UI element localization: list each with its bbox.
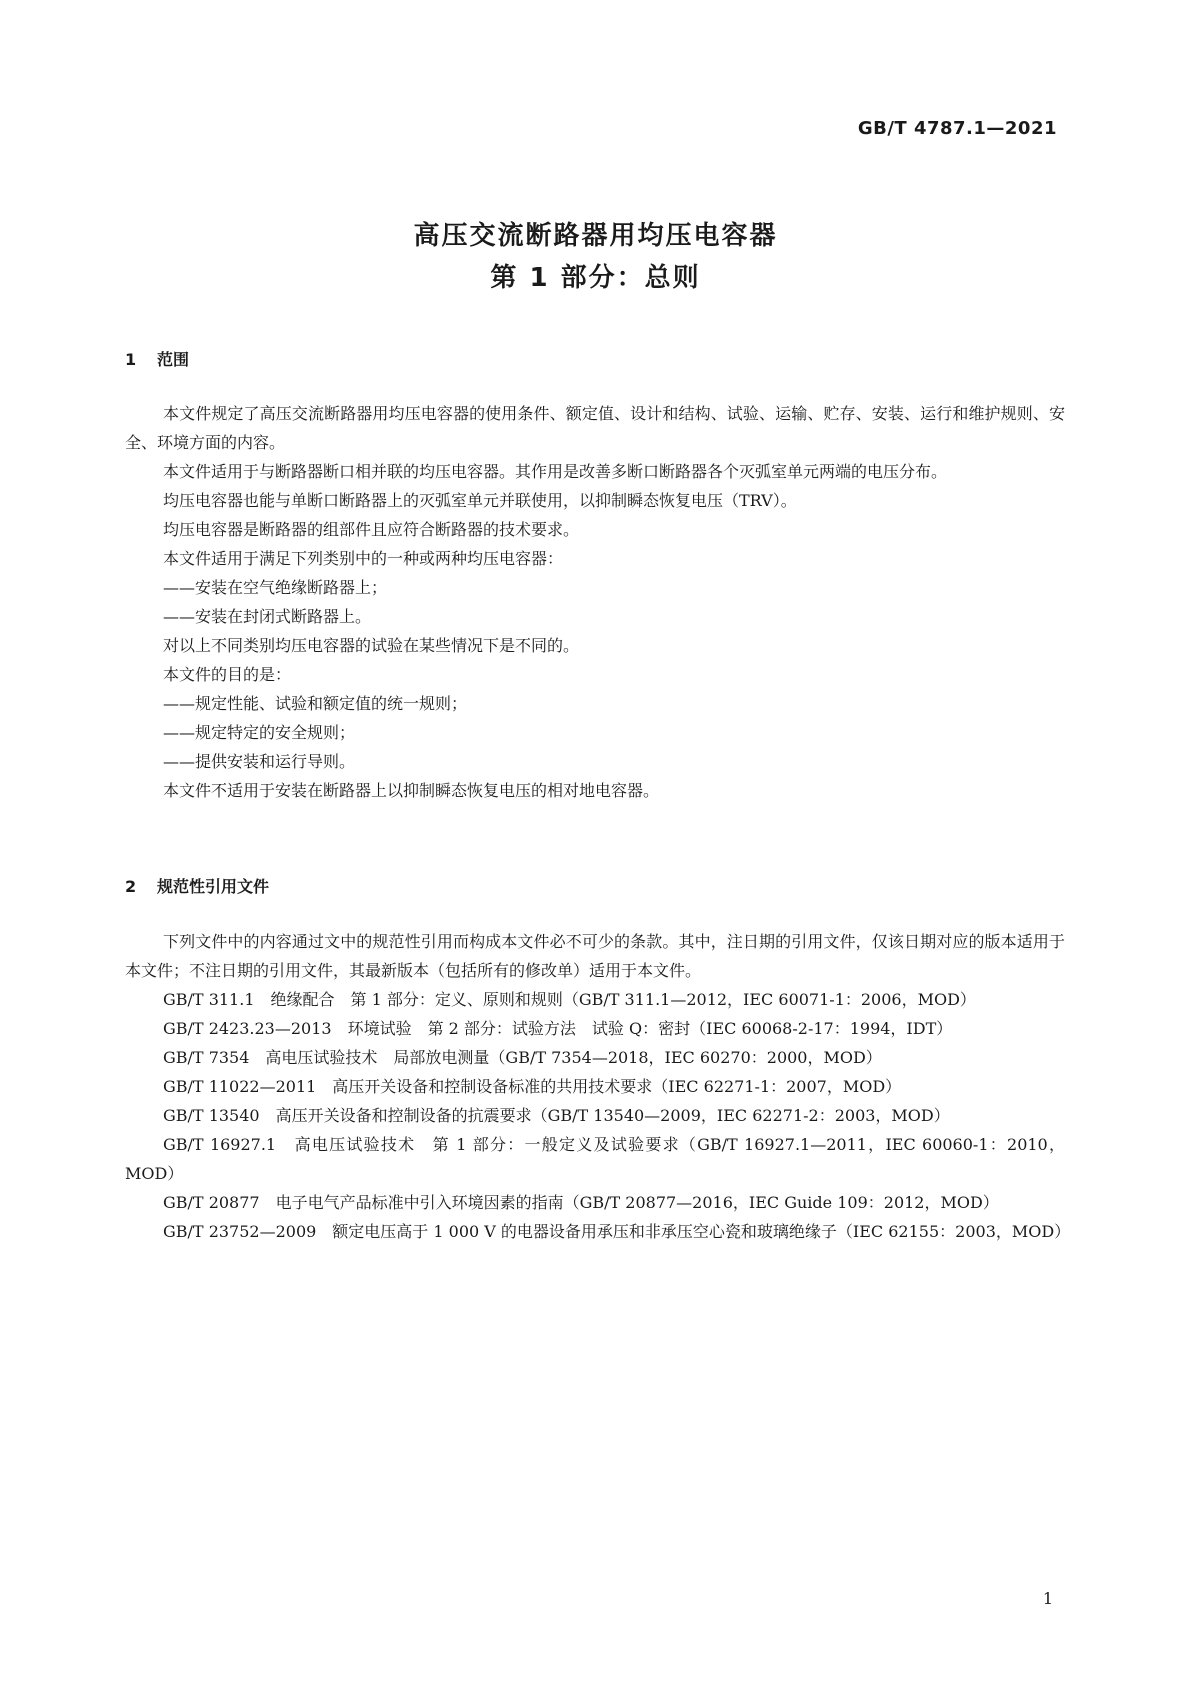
section-heading-scope [125,347,189,370]
page-number: 1 [1042,1589,1053,1608]
list-item: ——安装在空气绝缘断路器上； [163,578,388,597]
reference-item: GB/T 20877 电子电气产品标准中引入环境因素的指南（GB/T 20877—2016，IEC Guide 109：2012，MOD） [163,1193,999,1212]
list-item: ——安装在封闭式断路器上。 [163,607,372,626]
section-number: 1 [125,350,137,369]
section-title: 范围 [157,350,190,369]
reference-item: GB/T 11022—2011 高压开关设备和控制设备标准的共用技术要求（IEC 62271-1：2007，MOD） [163,1077,902,1096]
reference-item: GB/T 16927.1 高电压试验技术 第 1 部分：一般定义及试验要求（GB/T 16927.1—2011，IEC 60060-1：2010，MOD） [125,1135,1065,1183]
list-item: ——规定特定的安全规则； [163,723,356,742]
paragraph: 本文件的目的是： [163,665,292,684]
references-section-body [125,927,1071,1246]
section-number: 2 [125,877,137,896]
list-item: ——提供安装和运行导则。 [163,752,356,771]
reference-item: GB/T 311.1 绝缘配合 第 1 部分：定义、原则和规则（GB/T 311.1—2012，IEC 60071-1：2006，MOD） [163,990,976,1009]
document-subtitle: 第 1 部分：总则 [490,263,701,293]
list-item: ——规定性能、试验和额定值的统一规则； [163,694,468,713]
scope-section-body [125,399,1065,805]
reference-item: GB/T 7354 高电压试验技术 局部放电测量（GB/T 7354—2018，IEC 60270：2000，MOD） [163,1048,882,1067]
paragraph: 均压电容器也能与单断口断路器上的灭弧室单元并联使用，以抑制瞬态恢复电压（TRV）。 [163,491,797,510]
paragraph: 本文件不适用于安装在断路器上以抑制瞬态恢复电压的相对地电容器。 [163,781,660,800]
section-heading-normative-references [125,874,269,897]
reference-item: GB/T 2423.23—2013 环境试验 第 2 部分：试验方法 试验 Q：密封（IEC 60068-2-17：1994，IDT） [163,1019,953,1038]
paragraph: 本文件规定了高压交流断路器用均压电容器的使用条件、额定值、设计和结构、试验、运输、贮存、安装、运行和维护规则、安全、环境方面的内容。 [125,404,1065,452]
paragraph: 下列文件中的内容通过文中的规范性引用而构成本文件必不可少的条款。其中，注日期的引用文件，仅该日期对应的版本适用于本文件；不注日期的引用文件，其最新版本（包括所有的修改单）适用于本文件。 [125,932,1065,980]
paragraph: 本文件适用于与断路器断口相并联的均压电容器。其作用是改善多断口断路器各个灭弧室单元两端的电压分布。 [163,462,948,481]
section-title: 规范性引用文件 [157,877,270,896]
reference-item: GB/T 23752—2009 额定电压高于 1 000 V 的电器设备用承压和非承压空心瓷和玻璃绝缘子（IEC 62155：2003，MOD） [163,1222,1071,1241]
reference-item: GB/T 13540 高压开关设备和控制设备的抗震要求（GB/T 13540—2009，IEC 62271-2：2003，MOD） [163,1106,950,1125]
paragraph: 均压电容器是断路器的组部件且应符合断路器的技术要求。 [163,520,580,539]
paragraph: 对以上不同类别均压电容器的试验在某些情况下是不同的。 [163,636,580,655]
standard-code: GB/T 4787.1—2021 [857,118,1057,139]
document-title: 高压交流断路器用均压电容器 [413,221,778,251]
paragraph: 本文件适用于满足下列类别中的一种或两种均压电容器： [163,549,564,568]
